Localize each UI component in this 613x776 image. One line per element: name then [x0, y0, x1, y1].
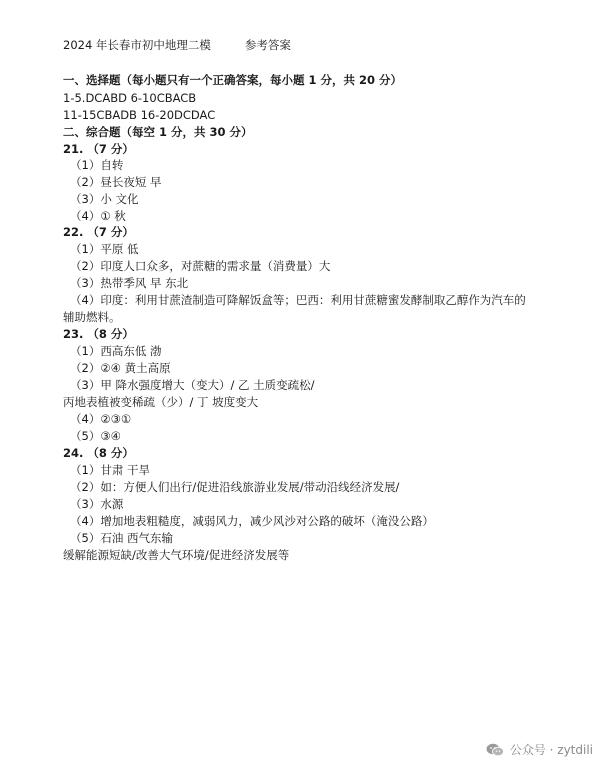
q22-answer-2: （2）印度人口众多，对蔗糖的需求量（消费量）大: [70, 259, 331, 273]
section1-heading: 一、选择题（每小题只有一个正确答案，每小题 1 分，共 20 分）: [63, 73, 403, 87]
wechat-icon: [486, 743, 504, 757]
q23-answer-3: （3）甲 降水强度增大（变大）/ 乙 土质变疏松/: [70, 378, 315, 392]
q24-answer-5-cont: 缓解能源短缺/改善大气环境/促进经济发展等: [63, 548, 290, 562]
q21-answer-4: （4）① 秋: [70, 209, 126, 223]
q22-answer-4-cont: 辅助燃料。: [63, 310, 121, 324]
document-title: 2024 年长春市初中地理二模: [63, 38, 211, 52]
q24-answer-3: （3）水源: [70, 497, 124, 511]
q24-answer-4: （4）增加地表粗糙度，减弱风力，减少风沙对公路的破坏（淹没公路）: [70, 514, 434, 528]
watermark-text: 公众号 · zytdili: [509, 743, 593, 757]
q23-answer-3-cont: 丙地表植被变稀疏（少）/ 丁 坡度变大: [63, 395, 259, 409]
q22-answer-3: （3）热带季风 早 东北: [70, 276, 189, 290]
q21-answer-2: （2）昼长夜短 早: [70, 175, 162, 189]
q21-answer-3: （3）小 文化: [70, 192, 139, 206]
q24-heading: 24. （8 分）: [63, 446, 134, 460]
q23-answer-2: （2）②④ 黄土高原: [70, 361, 171, 375]
q23-heading: 23. （8 分）: [63, 327, 134, 341]
choice-answers-2: 11-15CBADB 16-20DCDAC: [63, 108, 216, 122]
q21-heading: 21. （7 分）: [63, 142, 134, 156]
q24-answer-1: （1）甘肃 干旱: [70, 463, 150, 477]
choice-answers-1: 1-5.DCABD 6-10CBACB: [63, 91, 197, 105]
q23-answer-1: （1）西高东低 渤: [70, 344, 162, 358]
q24-answer-5: （5）石油 西气东输: [70, 531, 173, 545]
section2-heading: 二、综合题（每空 1 分，共 30 分）: [63, 125, 253, 139]
q23-answer-4: （4）②③①: [70, 412, 132, 426]
q24-answer-2: （2）如：方便人们出行/促进沿线旅游业发展/带动沿线经济发展/: [70, 480, 400, 494]
q22-answer-4: （4）印度：利用甘蔗渣制造可降解饭盒等；巴西：利用甘蔗糖蜜发酵制取乙醇作为汽车的: [70, 293, 526, 307]
document-header: [63, 37, 291, 53]
q22-heading: 22. （7 分）: [63, 225, 134, 239]
document-subtitle: 参考答案: [244, 38, 291, 52]
watermark: [486, 741, 593, 758]
q23-answer-5: （5）③④: [70, 429, 121, 443]
q22-answer-1: （1）平原 低: [70, 242, 139, 256]
q21-answer-1: （1）自转: [70, 158, 124, 172]
